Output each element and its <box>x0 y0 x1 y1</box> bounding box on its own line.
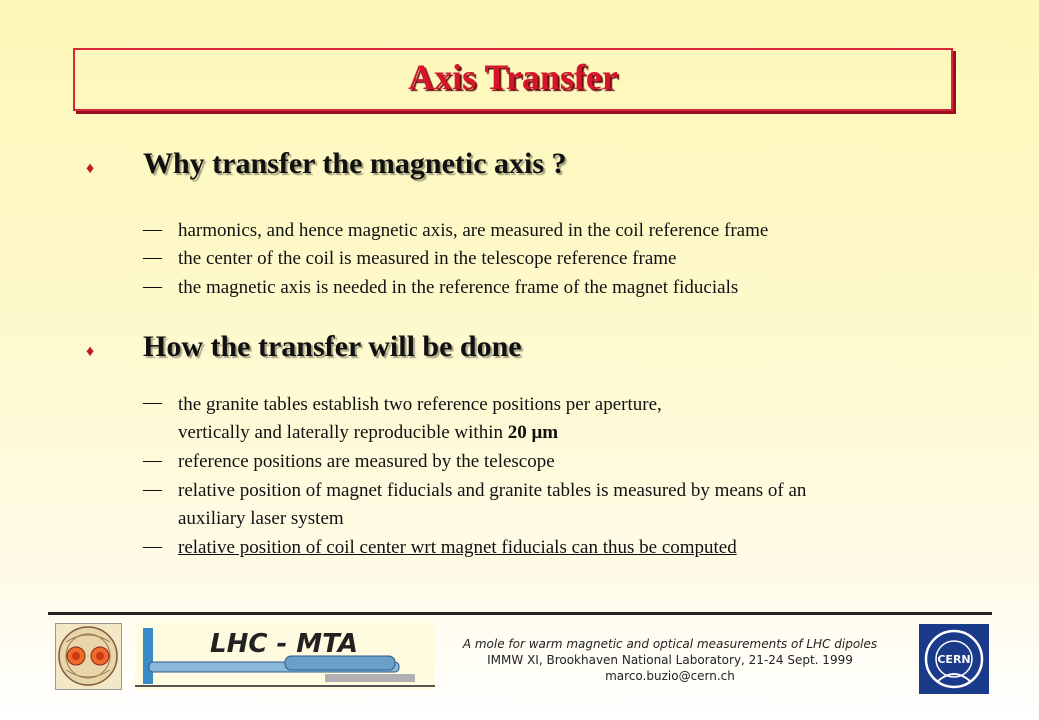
list-item: the center of the coil is measured in the telescope reference frame <box>178 248 677 269</box>
diamond-bullet-icon: ♦ <box>86 160 95 177</box>
dash-icon: — <box>143 479 162 500</box>
footer-email: marco.buzio@cern.ch <box>605 669 735 683</box>
section-heading-why: Why transfer the magnetic axis ? <box>143 147 567 180</box>
banner-text: LHC - MTA <box>210 629 359 659</box>
list-item-continuation <box>178 422 558 444</box>
cern-logo <box>918 623 990 695</box>
diamond-bullet-icon: ♦ <box>86 343 95 360</box>
dash-icon: — <box>143 536 162 557</box>
footer-conference: IMMW XI, Brookhaven National Laboratory, 21-24 Sept. 1999 <box>487 653 853 667</box>
list-item: reference positions are measured by the telescope <box>178 451 555 472</box>
dash-icon: — <box>143 247 162 268</box>
list-item-continuation: auxiliary laser system <box>178 508 344 529</box>
list-item: the magnetic axis is needed in the reference frame of the magnet fiducials <box>178 277 739 298</box>
list-item: relative position of magnet fiducials and granite tables is measured by means of an <box>178 480 807 501</box>
list-item-conclusion: relative position of coil center wrt magnet fiducials can thus be computed <box>178 537 737 558</box>
magnet-cross-section-logo <box>55 623 122 690</box>
footer-divider <box>48 612 992 615</box>
measurement-value: 20 μm <box>507 422 559 443</box>
title-box <box>73 48 953 111</box>
dash-icon: — <box>143 219 162 240</box>
dash-icon: — <box>143 392 162 413</box>
list-item-text: vertically and laterally reproducible within <box>178 422 508 443</box>
lhc-mta-banner <box>135 622 435 690</box>
section-heading-how: How the transfer will be done <box>143 330 522 363</box>
list-item: the granite tables establish two reference positions per aperture, <box>178 394 662 415</box>
footer-credits <box>440 636 900 684</box>
dash-icon: — <box>143 276 162 297</box>
svg-text:CERN: CERN <box>937 653 971 666</box>
footer-subtitle: A mole for warm magnetic and optical measurements of LHC dipoles <box>462 637 878 651</box>
slide-title: Axis Transfer <box>408 57 618 97</box>
list-item: harmonics, and hence magnetic axis, are measured in the coil reference frame <box>178 220 769 241</box>
dash-icon: — <box>143 450 162 471</box>
